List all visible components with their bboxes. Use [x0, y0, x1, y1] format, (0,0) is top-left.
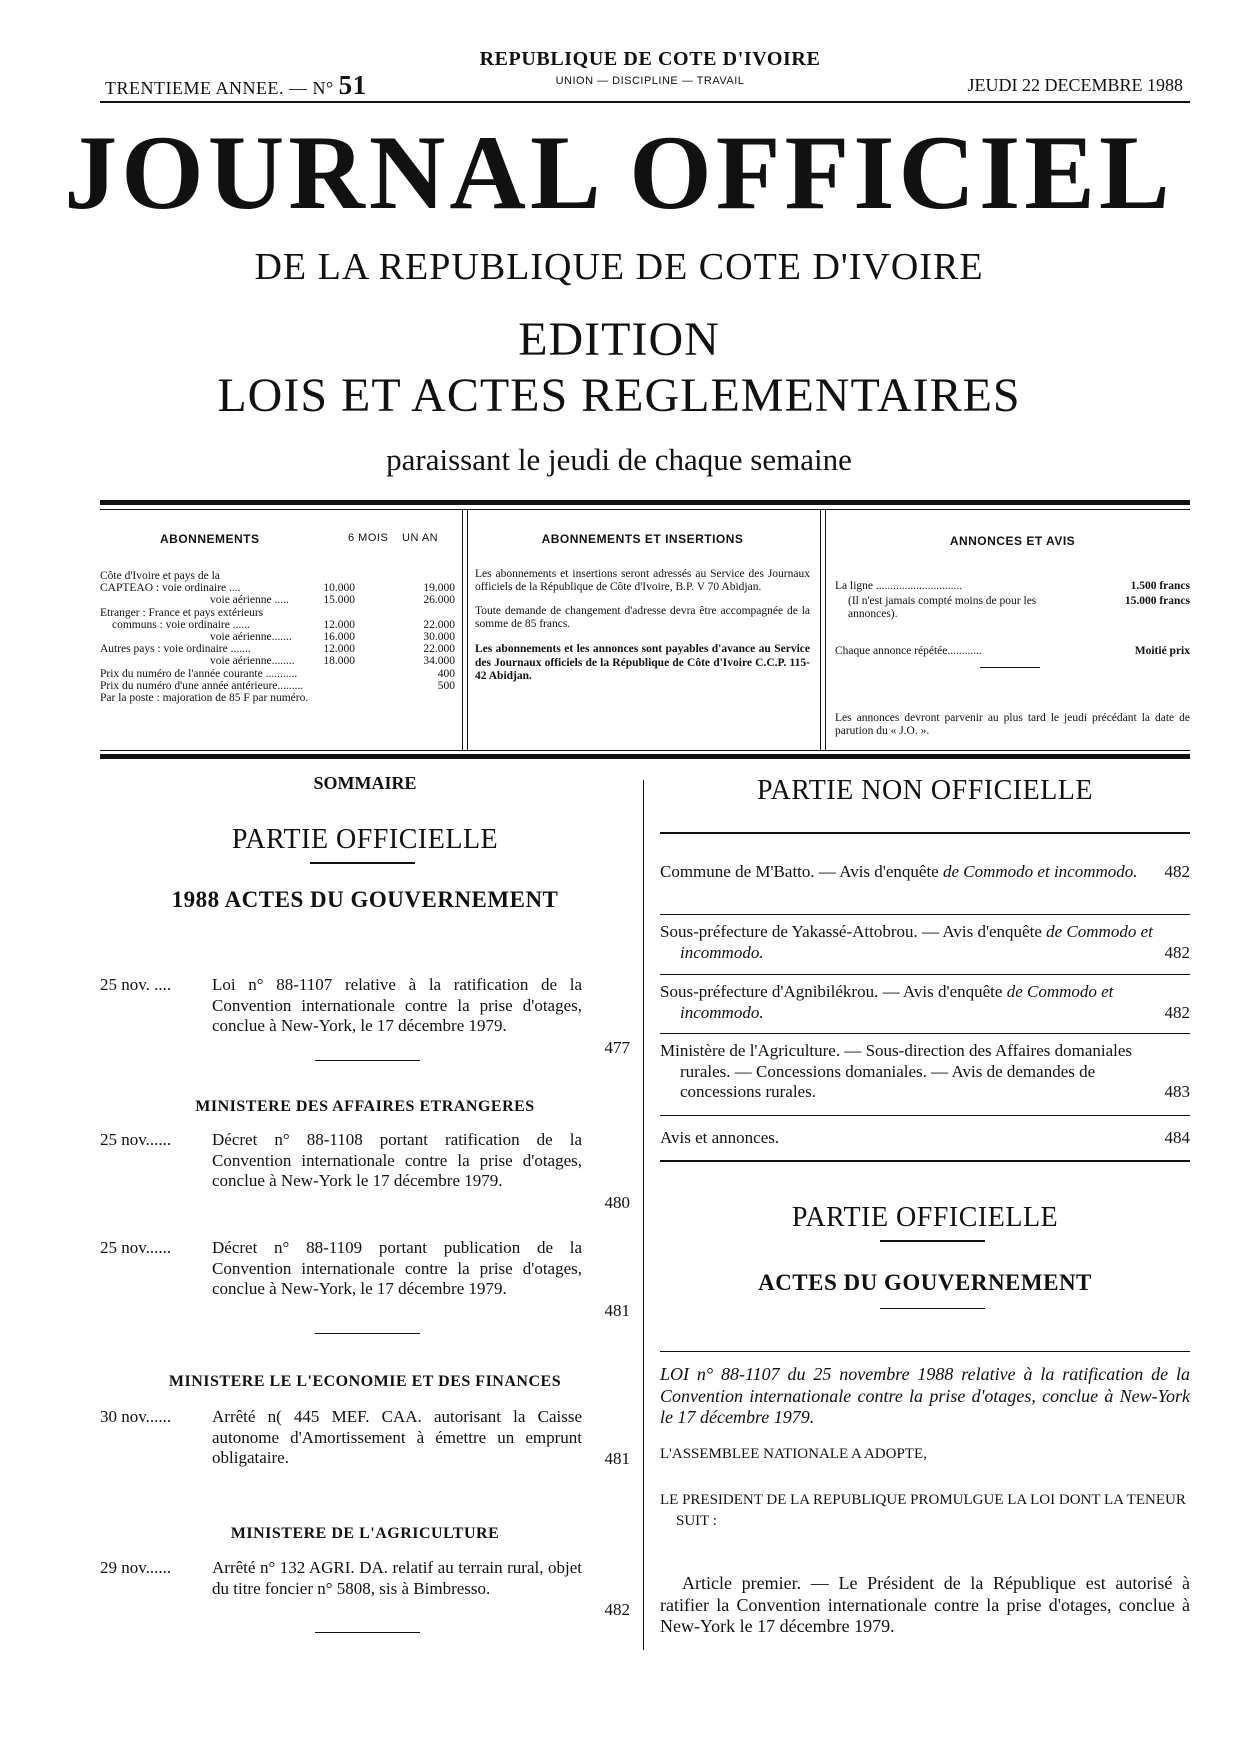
price-one-year: 26.000: [423, 594, 455, 607]
insertions-panel: [475, 532, 810, 683]
top-rule: [100, 101, 1190, 103]
item-page: 482: [1164, 942, 1190, 962]
box-divider-1b: [467, 510, 468, 750]
price-one-year: 30.000: [423, 631, 455, 643]
insertions-address-change: Toute demande de changement d'adresse devra être accompagnée de la somme de 85 francs.: [475, 604, 810, 630]
line-label: La ligne ..............................: [835, 580, 963, 592]
price-label: CAPTEAO : voie ordinaire ....: [100, 582, 241, 595]
price-one-year: 22.000: [423, 618, 455, 631]
price-six-months: 15.000: [323, 594, 355, 607]
toc-page: 482: [604, 1600, 630, 1619]
non-officielle-item: [660, 922, 1190, 963]
insertions-address: Les abonnements et insertions seront adressés au Service des Journaux officiels de la République de Côte d'Ivoire, B.P. V 70 Abidjan.: [475, 568, 810, 594]
price-label: Par la poste : majoration de 85 F par numéro.: [100, 692, 309, 704]
annonces-repeat: [835, 645, 1190, 658]
subscriptions-title: ABONNEMENTS: [160, 532, 260, 546]
officielle-section: ACTES DU GOUVERNEMENT: [758, 1270, 1092, 1295]
non-officielle-item: [660, 982, 1190, 1023]
item-divider: [315, 1060, 420, 1061]
toc-text: Loi n° 88-1107 relative à la ratification de la Convention internationale contre la prise d'otages, conclue à New-York, le 17 décembre 1979.: [212, 975, 582, 1036]
item-text: Sous-préfecture d'Agnibilékrou. — Avis d'enquête: [660, 982, 1007, 1001]
toc-date: 25 nov......: [100, 1130, 172, 1149]
repeat-price: Moitié prix: [1134, 645, 1190, 657]
row-rule: [660, 1115, 1190, 1116]
year-issue: TRENTIEME ANNEE. — N°: [105, 78, 334, 98]
masthead-title: JOURNAL OFFICIEL: [64, 114, 1174, 231]
item-italic: de Commodo et incommodo.: [680, 922, 1153, 962]
item-page: 482: [1164, 1002, 1190, 1022]
price-label: Autres pays : voie ordinaire .......: [100, 643, 251, 656]
toc-date: 25 nov......: [100, 1238, 172, 1257]
national-motto: UNION — DISCIPLINE — TRAVAIL: [555, 75, 745, 87]
non-officielle-rule: [660, 832, 1190, 834]
item-text: Ministère de l'Agriculture. — Sous-direction des Affaires domaniales rurales. — Concessions domaniales. — Avis de demandes de concessions rurales.: [660, 1041, 1133, 1102]
toc-page: 477: [604, 1038, 630, 1057]
price-label: voie aérienne .....: [210, 594, 289, 607]
toc-date: 25 nov. ....: [100, 975, 172, 994]
toc-date: 29 nov......: [100, 1558, 172, 1577]
assemblee-line: L'ASSEMBLEE NATIONALE A ADOPTE,: [660, 1446, 927, 1462]
box-bottom-rule: [100, 754, 1190, 759]
box-bottom-rule-thin: [100, 750, 1190, 751]
price-six-months: 10.000: [323, 582, 355, 595]
actes-gouvernement-heading: 1988 ACTES DU GOUVERNEMENT: [171, 887, 559, 912]
loi-title: LOI n° 88-1107 du 25 novembre 1988 relative à la ratification de la Convention internationale contre la prise d'otages, conclue à New-York le 17 décembre 1979.: [660, 1364, 1190, 1428]
toc-text: Arrêté n° 132 AGRI. DA. relatif au terrain rural, objet du titre foncier n° 5808, sis à Bimbresso.: [212, 1558, 582, 1598]
col-one-year: UN AN: [402, 532, 439, 544]
insertions-payment: Les abonnements et les annonces sont payables d'avance au Service des Journaux officiels de la République de Côte d'Ivoire C.C.P. 115-42 Abidjan.: [475, 643, 810, 682]
toc-page: 481: [604, 1449, 630, 1468]
edition-name: LOIS ET ACTES REGLEMENTAIRES: [217, 369, 1021, 422]
section-underline: [880, 1308, 985, 1309]
price-one-year: 400: [437, 667, 455, 680]
annonces-panel: [835, 534, 1190, 548]
toc-page: 480: [604, 1193, 630, 1212]
ministry-heading: MINISTERE DE L'AGRICULTURE: [230, 1525, 500, 1542]
row-rule: [660, 1033, 1190, 1034]
price-one-year: 500: [437, 679, 455, 692]
item-page: 484: [1164, 1128, 1190, 1147]
article-premier: Article premier. — Le Président de la République est autorisé à ratifier la Convention internationale contre la prise d'otages, conclue à New-York le 17 décembre 1979.: [660, 1573, 1190, 1637]
price-label: Prix du numéro d'une année antérieure.........: [100, 679, 304, 692]
item-text: Avis et annonces.: [660, 1128, 780, 1147]
annonces-deadline: Les annonces devront parvenir au plus tard le jeudi précédant la date de parution du « J.O. ».: [835, 712, 1190, 738]
item-italic: de Commodo et incommodo.: [680, 982, 1114, 1022]
row-rule: [660, 974, 1190, 975]
issue-date: JEUDI 22 DECEMBRE 1988: [967, 75, 1183, 95]
non-officielle-item: [660, 1128, 1190, 1149]
price-one-year: 34.000: [423, 655, 455, 668]
price-label: voie aérienne.......: [210, 631, 292, 643]
min-price: 15.000 francs: [1124, 595, 1190, 607]
box-divider-2b: [825, 510, 826, 750]
insertions-title: ABONNEMENTS ET INSERTIONS: [541, 532, 744, 546]
price-label: communs : voie ordinaire ......: [112, 618, 250, 631]
annonces-title: ANNONCES ET AVIS: [949, 534, 1076, 548]
price-six-months: 18.000: [323, 655, 355, 668]
annonces-divider: [980, 667, 1040, 668]
min-note: (Il n'est jamais compté moins de pour les annonces).: [848, 595, 1037, 621]
item-italic: de Commodo et incommodo.: [942, 862, 1138, 881]
item-text: Commune de M'Batto. — Avis d'enquête: [660, 862, 943, 881]
item-divider: [315, 1333, 420, 1334]
price-six-months: 16.000: [323, 631, 355, 643]
officielle-underline: [880, 1240, 985, 1242]
publication-frequency: paraissant le jeudi de chaque semaine: [386, 442, 852, 477]
sommaire-title: SOMMAIRE: [313, 773, 417, 793]
partie-underline: [310, 862, 415, 864]
ministry-heading: MINISTERE DES AFFAIRES ETRANGERES: [195, 1098, 535, 1115]
non-officielle-item: [660, 1041, 1190, 1103]
edition-label: EDITION: [518, 313, 720, 366]
row-rule: [660, 914, 1190, 915]
partie-officielle-title: PARTIE OFFICIELLE: [791, 1202, 1059, 1233]
column-divider: [643, 780, 644, 1650]
issue-info: [105, 70, 367, 101]
price-one-year: 19.000: [423, 582, 455, 595]
repeat-label: Chaque annonce répétée............: [835, 645, 982, 657]
box-divider-1: [462, 510, 463, 750]
republic-name: REPUBLIQUE DE COTE D'IVOIRE: [479, 48, 821, 70]
partie-officielle-heading: PARTIE OFFICIELLE: [231, 824, 499, 855]
partie-non-officielle-heading: PARTIE NON OFFICIELLE: [756, 775, 1093, 806]
annonces-line: [835, 580, 1190, 593]
price-six-months: 12.000: [323, 618, 355, 631]
price-label: Prix du numéro de l'année courante ...........: [100, 667, 298, 680]
price-one-year: 22.000: [423, 643, 455, 656]
toc-text: Décret n° 88-1108 portant ratification de la Convention internationale contre la prise d'otages, conclue à New-York le 17 décembre 1979.: [212, 1130, 582, 1191]
box-divider-2: [820, 510, 821, 750]
item-page: 483: [1164, 1082, 1190, 1102]
box-top-rule: [100, 500, 1190, 505]
item-text: Sous-préfecture de Yakassé-Attobrou. — Avis d'enquête: [660, 922, 1047, 941]
item-divider: [315, 1632, 420, 1633]
ministry-heading: MINISTERE LE L'ECONOMIE ET DES FINANCES: [168, 1373, 562, 1390]
price-label: Côte d'Ivoire et pays de la: [100, 570, 220, 582]
row-rule: [660, 1160, 1190, 1162]
toc-page: 481: [604, 1301, 630, 1320]
republic-header: [440, 48, 860, 87]
toc-text: Décret n° 88-1109 portant publication de la Convention internationale contre la prise d'otages, conclue à New-York, le 17 décembre 1979.: [212, 1238, 582, 1299]
price-six-months: 12.000: [323, 643, 355, 656]
issue-number: 51: [338, 70, 367, 100]
col-six-months: 6 MOIS: [348, 532, 389, 544]
item-page: 482: [1164, 862, 1190, 881]
box-top-rule-thin: [100, 509, 1190, 510]
non-officielle-item: [660, 862, 1190, 883]
line-price: 1.500 francs: [1130, 580, 1190, 592]
masthead-subtitle: DE LA REPUBLIQUE DE COTE D'IVOIRE: [254, 246, 984, 288]
toc-text: Arrêté n( 445 MEF. CAA. autorisant la Caisse autonome d'Amortissement à émettre un emprunt obligataire.: [212, 1407, 582, 1468]
price-label: Etranger : France et pays extérieurs: [100, 606, 264, 619]
president-line: LE PRESIDENT DE LA REPUBLIQUE PROMULGUE LA LOI DONT LA TENEUR SUIT :: [660, 1492, 1186, 1529]
price-label: voie aérienne........: [210, 655, 295, 668]
loi-rule: [660, 1351, 1190, 1352]
toc-date: 30 nov......: [100, 1407, 172, 1426]
